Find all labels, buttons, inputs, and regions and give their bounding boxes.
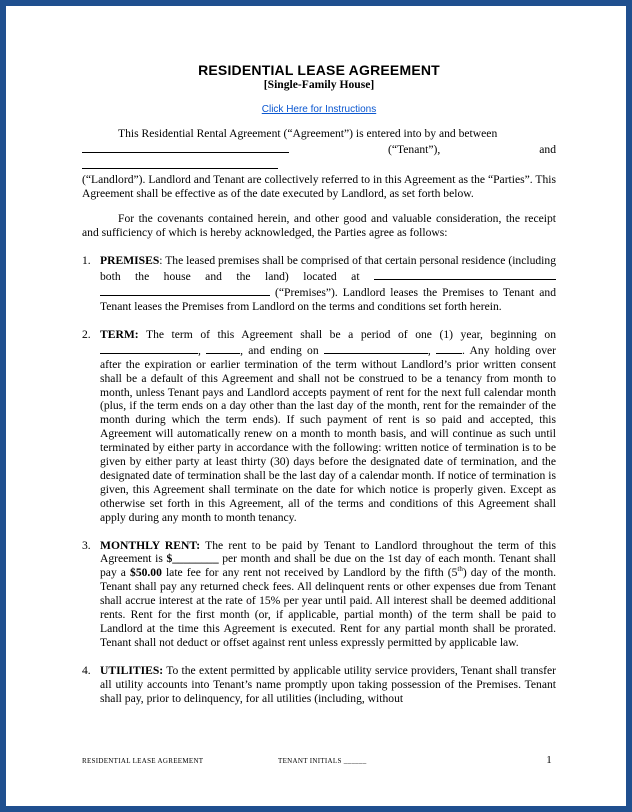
- intro-paragraph: [82, 127, 556, 201]
- section-monthly-rent: [82, 539, 556, 650]
- footer-tenant-initials[interactable]: TENANT INITIALS ______: [278, 757, 367, 765]
- ordinal-suffix: th: [457, 565, 463, 574]
- premises-address-blank[interactable]: [374, 268, 556, 280]
- rent-text-3: late fee for any rent not received by Landlord by the fifth (5: [161, 566, 458, 580]
- term-start-year-blank[interactable]: [206, 342, 240, 354]
- term-text-3: . Any holding over after the expiration or earlier termination of the term without Landlord’s prior written consent shall be a default of this Agreement and shall not be construed to be a tenancy from month to month, unless Tenant pays and Landlord accepts payment of rent for the next full calendar month (plus, if the term ends on a day other than the last day of the month, rent for the remainder of the month during which the term ends). If such payment of rent is so paid and accepted, this Agreement will automatically renew on a month to month basis, and will continue as such until terminated by either party in accordance with the following: written notice of termination is to be given by either party at least thirty (30) days before the designated date of termination, and the designated date of termination shall be the last day of a calendar month. If notice of termination is given, this Agreement shall terminate on the date for which notice is properly given. Except as otherwise set forth in this Agreement, all of the terms and conditions of this Agreement shall apply during any month to month tenancy.: [100, 343, 557, 524]
- document-title: RESIDENTIAL LEASE AGREEMENT: [198, 62, 440, 78]
- premises-text-1: : The leased premises shall be comprised of that certain personal residence (including both the house and the land) located at: [100, 254, 556, 284]
- section-number: 1.: [82, 254, 91, 268]
- rent-text-4: ) day of the month. Tenant shall pay any returned check fees. All delinquent rents or other expenses due from Tenant shall accrue interest at the rate of 15% per year until paid. All interest shall be deemed additional rents. Rent for the first month (or, if applicable, partial month) of the term shall be paid to Landlord at the time this Agreement is executed. Rent for any partial month shall be prorated. Tenant shall not deduct or offset against rent unless expressly permitted by applicable law.: [100, 566, 557, 649]
- premises-address-blank-2[interactable]: [100, 284, 270, 296]
- section-number: 4.: [82, 663, 91, 677]
- section-term: 2. TERM: The term of this Agreement shall be a period of one (1) year, beginning on , , and ending on , . Any holding over after the expiration or earlier termination of the term without Landlord’s prior written consent shall be a default of this Agreement and shall not be construed to be a tenancy from month to month, unless Tenant pays and Landlord accepts payment of rent for the next full calendar month (plus, if the term ends on a day other than the last day of the month, rent for the remainder of the month during which the term ends). If such payment of rent is so paid and accepted, this Agreement will automatically renew on a month to month basis, and will continue as such until terminated by either party in accordance with the following: written notice of termination is to be given by either party at least thirty (30) days before the designated date of termination, and the designated date of termination shall be the last day of a calendar month. If notice of termination is given, this Agreement shall terminate on the date for which notice is properly given. Except as otherwise set forth in this Agreement, all of the terms and conditions of this Agreement shall apply during any month to month tenancy.: [82, 327, 557, 524]
- document-subtitle: [Single-Family House]: [263, 78, 375, 91]
- intro-line-1: This Residential Rental Agreement (“Agreement”) is entered into by and between: [118, 126, 498, 140]
- section-heading: TERM:: [100, 327, 139, 341]
- term-end-date-blank[interactable]: [324, 342, 428, 354]
- section-utilities: [82, 664, 556, 706]
- document-page: [6, 6, 626, 806]
- section-number: 3.: [82, 538, 91, 552]
- term-text-2: , and ending on: [240, 343, 319, 357]
- document-body: [82, 62, 556, 706]
- rent-amount-blank[interactable]: $________: [166, 552, 219, 566]
- covenant-paragraph: For the covenants contained herein, and other good and valuable consideration, the receipt and sufficiency of which is hereby acknowledged, the Parties agree as follows:: [82, 212, 556, 240]
- utilities-text-1: To the extent permitted by applicable utility service providers, Tenant shall transfer all utility accounts into Tenant’s name promptly upon taking possession of the Premises. Tenant shall pay, prior to delinquency, for all utilities (including, without: [100, 663, 556, 705]
- instructions-link[interactable]: Click Here for Instructions: [261, 104, 377, 115]
- section-heading: PREMISES: [100, 254, 160, 268]
- section-heading: UTILITIES:: [100, 663, 164, 677]
- page-number: 1: [546, 754, 552, 766]
- footer-document-name: RESIDENTIAL LEASE AGREEMENT: [82, 757, 204, 765]
- rent-text-1: The rent to be paid by Tenant to Landlord throughout the term of this Agreement is: [100, 538, 556, 566]
- intro-tenant-text: (“Tenant”), and: [387, 142, 556, 156]
- section-number: 2.: [82, 327, 91, 341]
- term-start-date-blank[interactable]: [100, 342, 198, 354]
- rent-text-2: per month and shall be due on the 1st day of each month. Tenant shall pay a: [100, 552, 556, 580]
- late-fee-amount: $50.00: [130, 566, 162, 580]
- premises-text-2: (“Premises”). Landlord leases the Premises to Tenant and Tenant leases the Premises from Landlord on the terms and conditions set forth herein.: [100, 286, 556, 313]
- intro-rest: (“Landlord”). Landlord and Tenant are collectively referred to in this Agreement as the “Parties”. This Agreement shall be effective as of the date executed by Landlord, as set forth below.: [82, 172, 556, 200]
- term-end-year-blank[interactable]: [436, 342, 462, 354]
- landlord-name-blank[interactable]: [82, 157, 278, 169]
- landlord-tenant-name-blank[interactable]: [82, 141, 289, 153]
- section-heading: MONTHLY RENT:: [100, 538, 201, 552]
- term-text-1: The term of this Agreement shall be a period of one (1) year, beginning on: [138, 327, 556, 341]
- intro-line-2: [82, 141, 556, 173]
- section-premises: [82, 254, 556, 314]
